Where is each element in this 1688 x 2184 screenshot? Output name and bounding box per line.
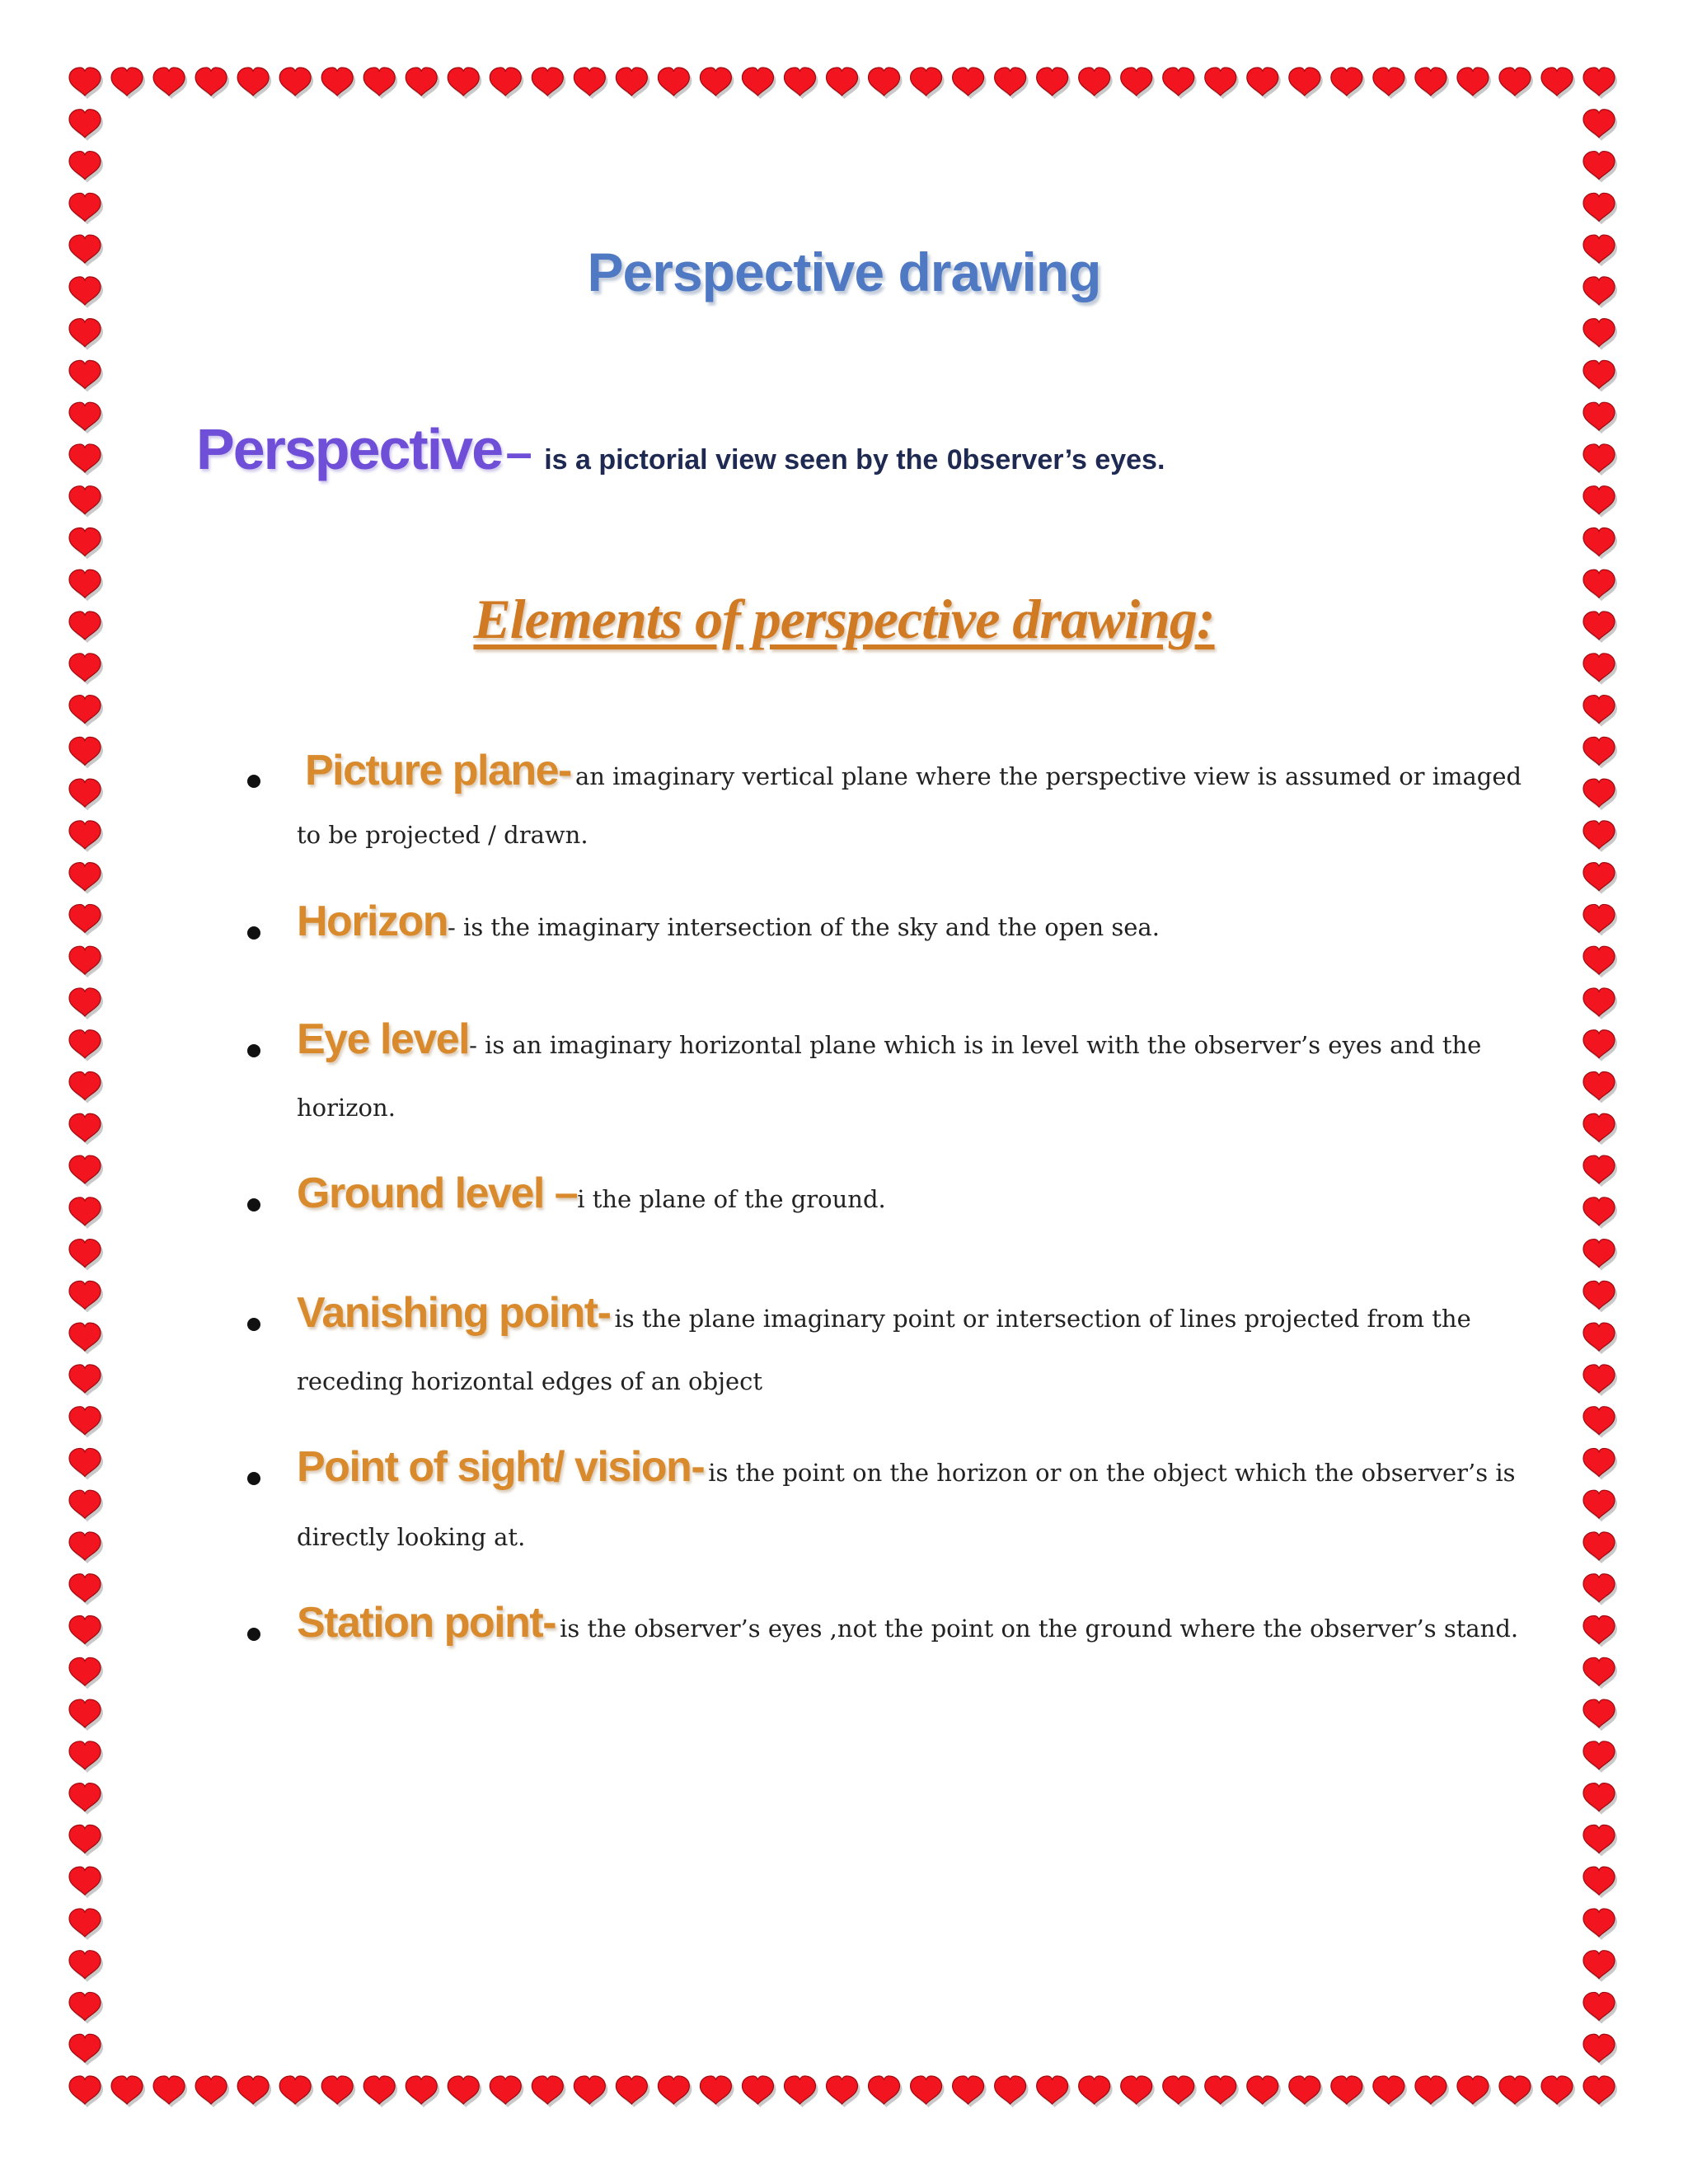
element-description: is the plane imaginary point or intersection of lines projected from the xyxy=(614,1305,1471,1333)
definition-observer: 0bserver’s eyes. xyxy=(946,444,1165,476)
element-term: Horizon xyxy=(297,898,448,945)
element-description: an imaginary vertical plane where the perspective view is assumed or imaged xyxy=(574,762,1522,790)
element-description-continued: to be projected / drawn. xyxy=(297,821,588,849)
element-term: Eye level xyxy=(297,1015,470,1063)
bullet-icon xyxy=(247,926,260,940)
bullet-icon xyxy=(247,1044,260,1057)
bullet-icon xyxy=(247,775,260,788)
element-description-continued: receding horizontal edges of an object xyxy=(297,1367,763,1395)
element-description-continued: horizon. xyxy=(297,1094,396,1122)
element-description: is the observer’s eyes ,not the point on the ground where the observer’s stand. xyxy=(560,1615,1519,1643)
element-description: i the plane of the ground. xyxy=(577,1185,886,1213)
element-description: - is the imaginary intersection of the sky and the open sea. xyxy=(448,913,1160,941)
definition-text: is a pictorial view seen by the xyxy=(544,444,939,476)
element-description-continued: directly looking at. xyxy=(297,1523,526,1551)
bullet-icon xyxy=(247,1198,260,1212)
bullet-icon xyxy=(247,1628,260,1641)
element-term: Ground level – xyxy=(297,1169,578,1217)
definition-term: Perspective xyxy=(196,417,503,481)
element-term: Point of sight/ vision- xyxy=(297,1443,705,1491)
element-description: is the point on the horizon or on the object which the observer’s is xyxy=(708,1459,1516,1487)
bullet-icon xyxy=(247,1318,260,1331)
element-description: - is an imaginary horizontal plane which is in level with the observer’s eyes and the xyxy=(469,1031,1482,1059)
bullet-icon xyxy=(247,1472,260,1485)
element-term: Vanishing point- xyxy=(297,1289,611,1337)
page-title: Perspective drawing xyxy=(587,241,1101,302)
section-heading: Elements of perspective drawing: xyxy=(473,588,1215,650)
element-term: Station point- xyxy=(297,1599,556,1647)
element-term: Picture plane- xyxy=(305,747,571,794)
definition-dash: – xyxy=(505,426,532,480)
